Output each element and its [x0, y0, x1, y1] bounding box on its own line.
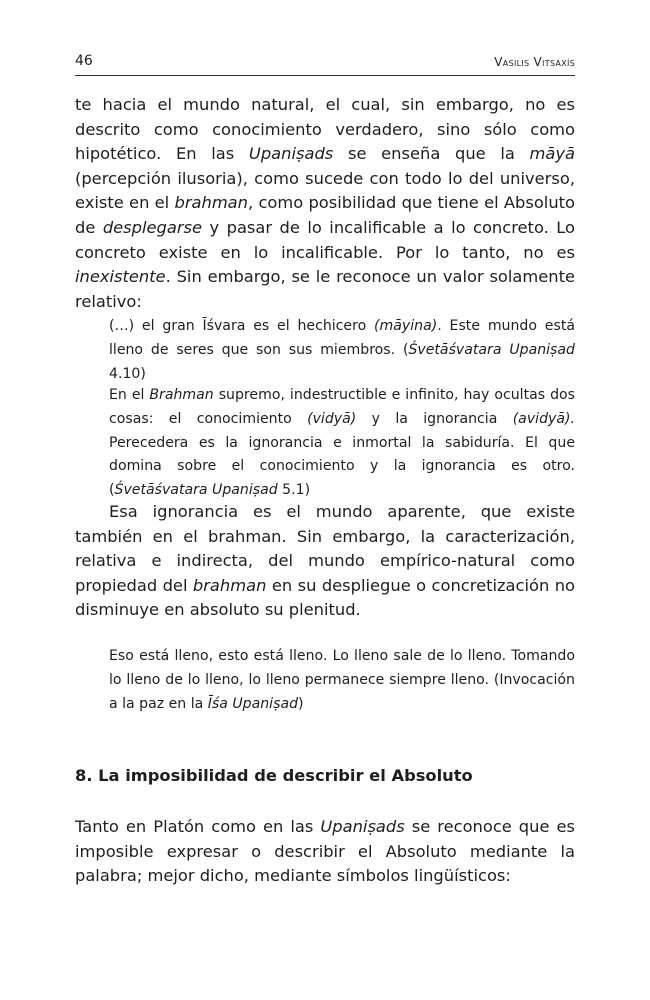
block-quote-3: Eso está lleno, esto está lleno. Lo lleno sale de lo lleno. Tomando lo lleno de lo lleno, lo lleno permanece siempre lleno. (Invocación a la paz en la Īśa Upaniṣad): [109, 648, 575, 712]
citation-title: Śvetāśvatara Upaniṣad: [114, 482, 278, 499]
paragraph-1: te hacia el mundo natural, el cual, sin embargo, no es descrito como conocimiento verdadero, sino sólo como hipotético. En las Upaniṣads se enseña que la māyā (percepción ilusoria), como sucede con todo lo del universo, existe en el brahman, como posibilidad que tiene el Absoluto de desplegarse y pasar de lo incalificable a lo concreto. Lo concreto existe en lo incalificable. Por lo tanto, no es inexistente. Sin embargo, se le reconoce un valor solamente relativo:: [75, 95, 576, 311]
emphasis: (vidyā): [307, 410, 357, 427]
citation-title: Īśa Upaniṣad: [207, 695, 299, 712]
emphasis: Upaniṣads: [320, 817, 405, 836]
emphasis: māyā: [529, 144, 575, 164]
emphasis: brahman: [174, 193, 248, 213]
emphasis: (māyina): [374, 318, 438, 334]
section-heading-block: [75, 766, 575, 785]
citation-title: Śvetāśvatara Upaniṣad: [408, 341, 575, 358]
emphasis: (avidyā).: [512, 410, 575, 427]
block-quote-1: (…) el gran Īśvara es el hechicero (māyina). Este mundo está lleno de seres que son sus miembros. (Śvetāśvatara Upaniṣad 4.10): [109, 318, 575, 382]
paragraph-3: Tanto en Platón como en las Upaniṣads se reconoce que es imposible expresar o describir el Absoluto mediante la palabra; mejor dicho, mediante símbolos lingüísticos:: [75, 817, 575, 886]
emphasis: desplegarse: [102, 217, 203, 237]
page-header: [75, 53, 575, 76]
paragraph-1-block: [75, 93, 575, 314]
quote-3-block: [75, 645, 575, 716]
running-head: Vasilis Vitsaxís: [494, 55, 575, 69]
block-quote-2: En el Brahman supremo, indestructible e infinito, hay ocultas dos cosas: el conocimiento (vidyā) y la ignorancia (avidyā). Perecedera es la ignorancia e inmortal la sabiduría. El que domina sobre el conocimiento y la ignorancia es otro. (Śvetāśvatara Upaniṣad 5.1): [109, 387, 575, 499]
quote-2-block: [75, 384, 575, 503]
emphasis: inexistente: [75, 267, 166, 287]
paragraph-3-block: [75, 815, 575, 889]
emphasis: brahman: [192, 575, 267, 595]
quote-1-block: [75, 315, 575, 386]
section-heading: 8. La imposibilidad de describir el Absoluto: [75, 766, 473, 785]
page-number: 46: [75, 53, 93, 69]
emphasis: Brahman: [149, 387, 214, 403]
paragraph-2-block: [75, 500, 575, 623]
paragraph-2: Esa ignorancia es el mundo aparente, que existe también en el brahman. Sin embargo, la caracterización, relativa e indirecta, del mundo empírico-natural como propiedad del brahman en su despliegue o concretización no disminuye en absoluto su plenitud.: [75, 502, 575, 620]
emphasis: Upaniṣads: [248, 144, 334, 164]
